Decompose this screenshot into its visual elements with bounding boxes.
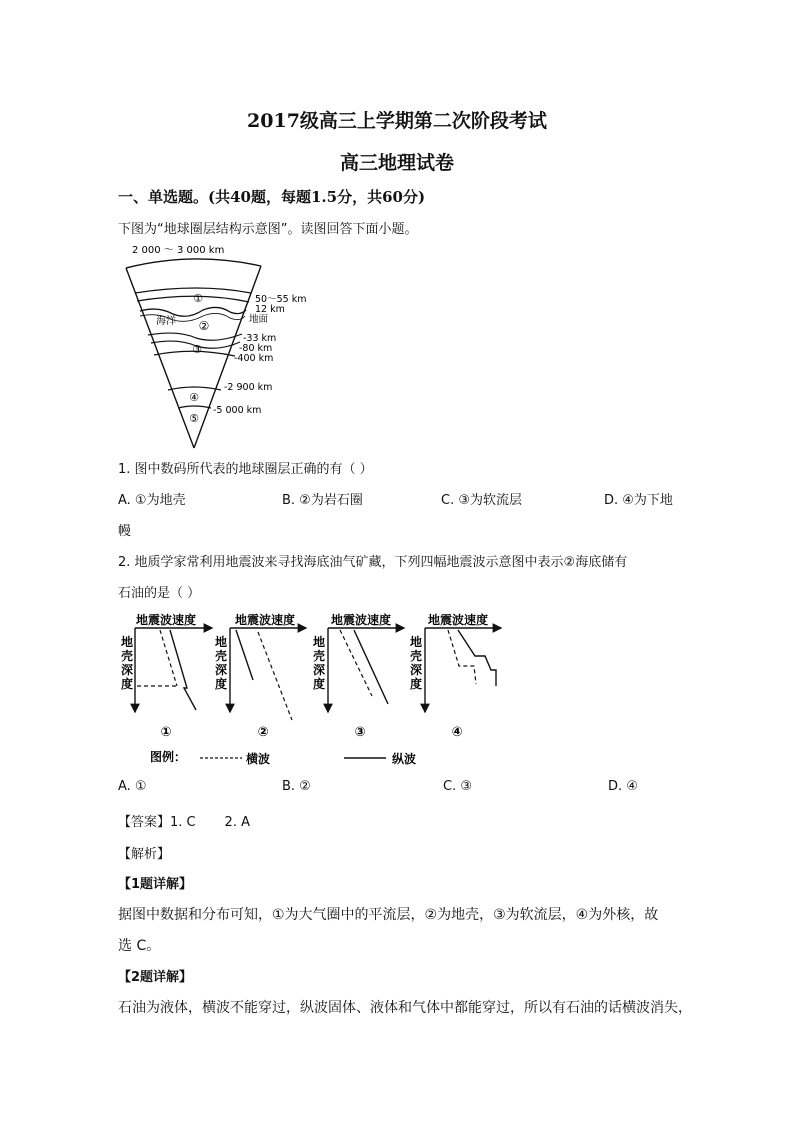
depth-label: -80 km: [239, 343, 273, 354]
wave-panel-3: [313, 612, 404, 740]
panel1-y-char: 深: [121, 663, 134, 677]
panel4-x-label: 地震波速度: [427, 613, 489, 627]
panel1-x-label: 地震波速度: [135, 613, 197, 627]
panel2-y-char: 深: [215, 663, 228, 677]
depth-label: -2 900 km: [224, 382, 273, 393]
q2-analysis-heading: 【2题详解】: [118, 970, 193, 985]
layer-marker-4: ④: [189, 391, 199, 404]
panel1-y-char: 地: [121, 635, 134, 649]
q1-option-b: B. ②为岩石圈: [282, 493, 363, 508]
cone-top-arc: [126, 259, 261, 268]
panel4-y-char: 度: [410, 677, 423, 691]
panel3-label: ③: [354, 725, 366, 740]
panel4-y-char: 深: [410, 663, 423, 677]
q2-option-c: C. ③: [443, 779, 472, 794]
panel4-label: ④: [451, 725, 463, 740]
seismic-wave-figure: [118, 608, 518, 776]
q2-option-b: B. ②: [282, 779, 311, 794]
panel2-shear-wave: [258, 632, 292, 720]
analysis-label: 【解析】: [118, 847, 171, 862]
exam-subtitle: 高三地理试卷: [339, 152, 454, 174]
q2-stem-line2: 石油的是（ ）: [118, 586, 201, 601]
inner-core-boundary: [178, 406, 211, 408]
q1-option-c: C. ③为软流层: [441, 493, 522, 508]
panel1-y-char: 壳: [121, 649, 134, 663]
panel4-shear-wave: [448, 630, 476, 684]
panel2-y-char: 度: [215, 677, 228, 691]
q1-analysis-line2: 选 C。: [118, 938, 161, 954]
wave-panel-1: [121, 612, 212, 740]
panel3-y-char: 壳: [313, 649, 326, 663]
layer-marker-3: ③: [192, 343, 202, 356]
core-mantle-boundary: [168, 387, 221, 390]
panel3-shear-wave: [340, 630, 372, 696]
panel3-y-char: 深: [313, 663, 326, 677]
answer-line: [118, 811, 250, 830]
q2-stem-line1: 2. 地质学家常利用地震波来寻找海底油气矿藏，下列四幅地震波示意图中表示②海底储有: [118, 555, 628, 570]
q1-stem: 1. 图中数码所代表的地球圈层正确的有（ ）: [118, 462, 373, 477]
q2-option-a: A. ①: [118, 779, 147, 794]
depth-label: 50～55 km: [255, 294, 307, 305]
answer-label: 【答案】: [118, 815, 171, 830]
legend-dashed-label: 横波: [246, 752, 271, 766]
legend-title: 图例：: [150, 750, 187, 764]
layer-marker-1: ①: [193, 292, 203, 305]
moho-boundary: [148, 333, 242, 340]
panel1-y-char: 度: [121, 677, 134, 691]
layer-marker-5: ⑤: [189, 412, 199, 425]
figure1-top-label: 2 000 ～ 3 000 km: [132, 245, 225, 256]
section-intro: 下图为“地球圈层结构示意图”。读图回答下面小题。: [118, 222, 418, 237]
depth-label: 12 km: [255, 304, 285, 315]
panel1-label: ①: [160, 725, 172, 740]
panel2-label: ②: [257, 725, 269, 740]
cone-left-edge: [126, 268, 194, 448]
q1-analysis-line1: 据图中数据和分布可知，①为大气圈中的平流层，②为地壳，③为软流层，④为外核，故: [118, 907, 659, 923]
panel3-y-char: 度: [313, 677, 326, 691]
wave-legend: [150, 749, 416, 766]
section-heading: 一、单选题。(共40题，每题1.5分，共60分): [118, 188, 426, 206]
depth-label: -400 km: [234, 353, 274, 364]
panel1-shear-wave: [137, 630, 177, 686]
q1-option-d: D. ④为下地: [604, 493, 673, 508]
depth-label: 地面: [249, 314, 269, 325]
q2-analysis-line1: 石油为液体，横波不能穿过，纵波固体、液体和气体中都能穿过，所以有石油的话横波消失，: [118, 1000, 692, 1016]
q1-option-d-wrap: 幔: [118, 524, 132, 539]
panel2-y-char: 壳: [215, 649, 228, 663]
exam-title: 2017级高三上学期第二次阶段考试: [247, 110, 547, 132]
q1-option-a: A. ①为地壳: [118, 493, 186, 508]
earth-layers-figure: [118, 238, 348, 454]
depth-label: -33 km: [243, 333, 277, 344]
answer-text: 1. C 2. A: [170, 815, 250, 830]
wave-panel-4: [410, 612, 501, 740]
wave-panel-2: [215, 612, 306, 740]
q2-option-d: D. ④: [608, 779, 638, 794]
panel2-p-wave: [236, 630, 253, 680]
legend-solid-label: 纵波: [392, 752, 417, 766]
panel2-y-char: 地: [215, 635, 228, 649]
panel4-y-char: 壳: [410, 649, 423, 663]
depth-label: -5 000 km: [213, 405, 262, 416]
ocean-label: 海洋: [156, 316, 176, 327]
panel2-x-label: 地震波速度: [234, 613, 296, 627]
q1-analysis-heading: 【1题详解】: [118, 877, 193, 892]
layer-marker-2: ②: [198, 319, 210, 333]
panel4-p-wave: [458, 630, 496, 686]
panel3-y-char: 地: [313, 635, 326, 649]
panel3-x-label: 地震波速度: [330, 613, 392, 627]
panel4-y-char: 地: [410, 635, 423, 649]
panel1-p-wave: [170, 630, 196, 710]
